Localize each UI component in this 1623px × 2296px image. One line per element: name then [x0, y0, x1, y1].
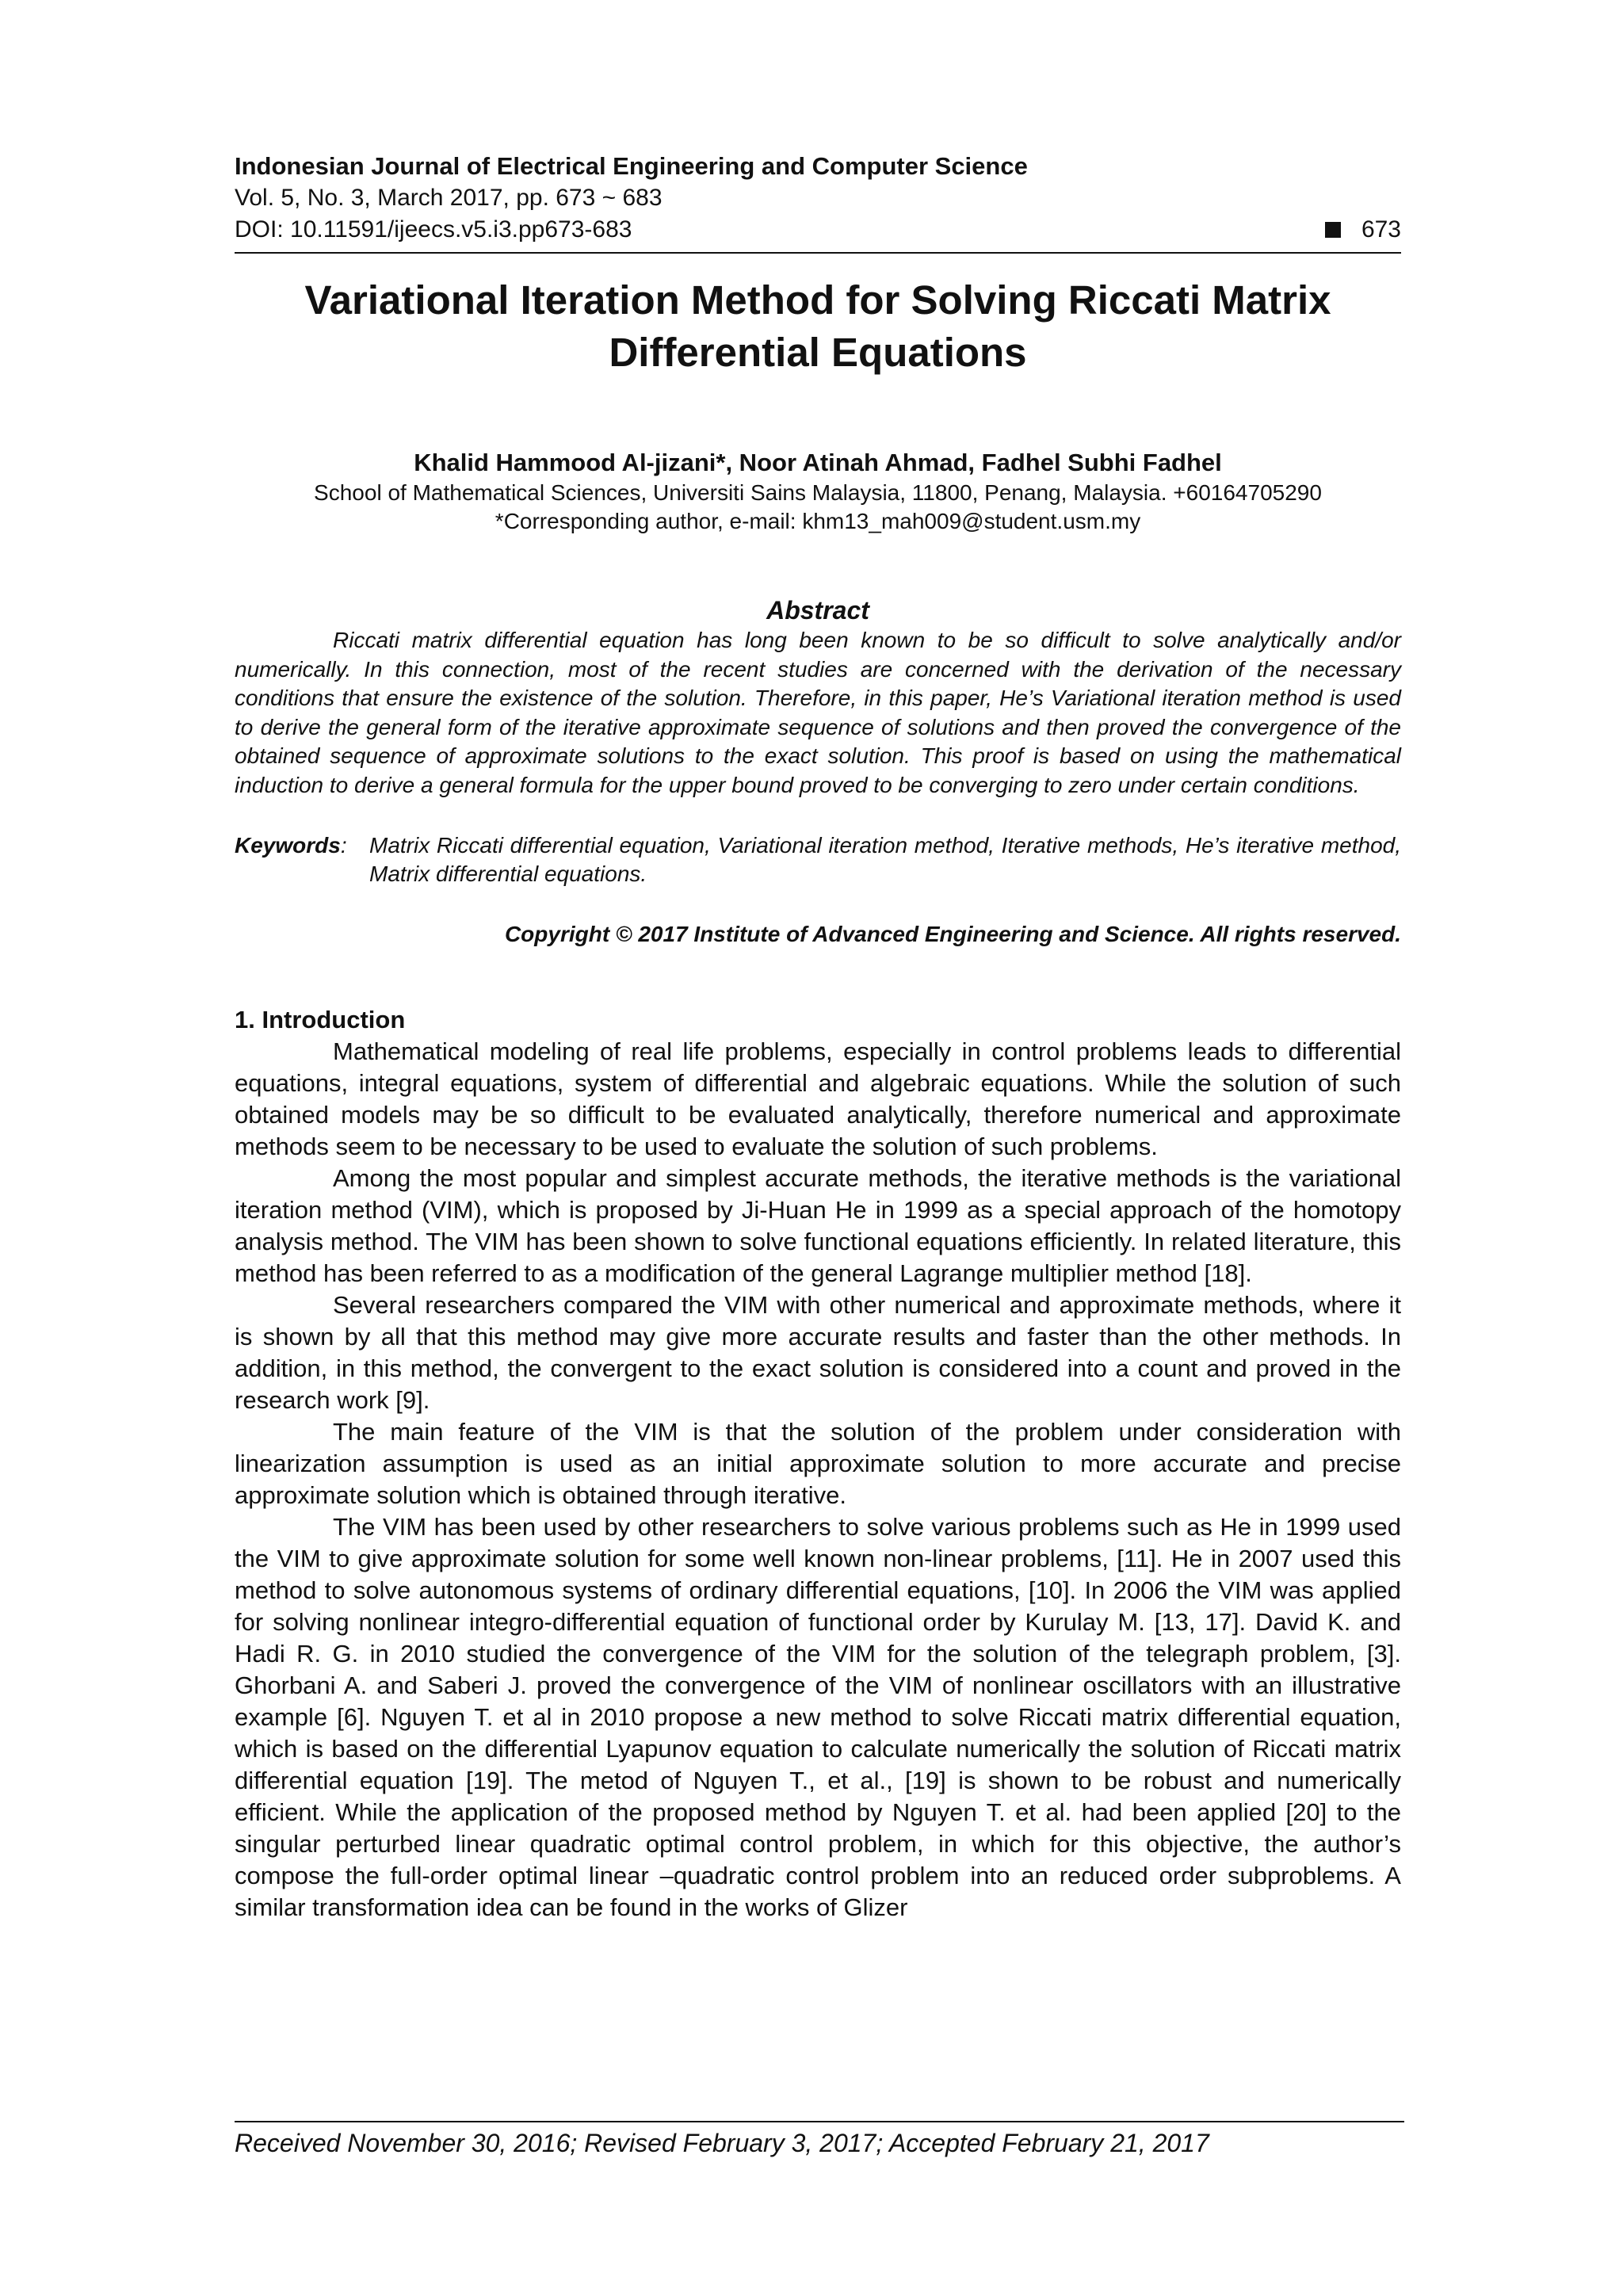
paragraph: Several researchers compared the VIM with other numerical and approximate methods, where it is shown by all that this method may give more accurate results and faster than the other methods. In addition, in this method, the convergent to the exact solution is considered into a count and proved in the research work [9].	[235, 1291, 1401, 1414]
paragraph: Mathematical modeling of real life problems, especially in control problems leads to differential equations, integral equations, system of differential and algebraic equations. While the solution of such obtained models may be so difficult to be evaluated analytically, therefore numerical and approximate methods seem to be necessary to be used to evaluate the solution of such problems.	[235, 1037, 1401, 1160]
abstract-text: Riccati matrix differential equation has long been known to be so difficult to solve analytically and/or numerically. In this connection, most of the recent studies are concerned with the derivation of the necessary conditions that ensure the existence of the solution. Therefore, in this paper, He’s Variational iteration method is used to derive the general form of the iterative approximate sequence of solutions and then proved the convergence of the obtained sequence of approximate solutions to the exact solution. This proof is based on using the mathematical induction to derive a general formula for the upper bound proved to be converging to zero under certain conditions.	[235, 628, 1401, 797]
paper-title: Variational Iteration Method for Solving Riccati Matrix Differential Equations	[304, 277, 1331, 375]
keywords	[235, 831, 1401, 888]
keywords-text: Matrix Riccati differential equation, Variational iteration method, Iterative methods, He’s iterative method, Matrix differential equations.	[369, 833, 1401, 886]
received-dates: Received November 30, 2016; Revised February 3, 2017; Accepted February 21, 2017	[235, 2129, 1209, 2157]
paragraph: The main feature of the VIM is that the solution of the problem under consideration with linearization assumption is used as an initial approximate solution to more accurate and precise approximate solution which is obtained through iterative.	[235, 1418, 1401, 1509]
abstract-heading: Abstract	[766, 596, 869, 625]
footer	[235, 2121, 1404, 2159]
paragraph: The VIM has been used by other researchers to solve various problems such as He in 1999 used the VIM to give approximate solution for some well known non-linear problems, [11]. He in 2007 used this method to solve autonomous systems of ordinary differential equations, [10]. In 2006 the VIM was applied for solving nonlinear integro-differential equation of functional order by Kurulay M. [13, 17]. David K. and Hadi R. G. in 2010 studied the convergence of the VIM for the solution of the telegraph problem, [3]. Ghorbani A. and Saberi J. proved the convergence of the VIM of nonlinear oscillators with an illustrative example [6]. Nguyen T. et al in 2010 propose a new method to solve Riccati matrix differential equation, which is based on the differential Lyapunov equation to calculate numerically the solution of Riccati matrix differential equation [19]. The metod of Nguyen T., et al., [19] is shown to be robust and numerically efficient. While the application of the proposed method by Nguyen T. et al. had been applied [20] to the singular perturbed linear quadratic optimal control problem, in which for this objective, the author’s compose the full-order optimal linear –quadratic control problem into an reduced order subproblems. A similar transformation idea can be found in the works of Glizer	[235, 1513, 1401, 1921]
volume-info: Vol. 5, No. 3, March 2017, pp. 673 ~ 683	[235, 185, 663, 211]
page-number: 673	[1361, 216, 1401, 243]
square-bullet-icon	[1325, 222, 1341, 238]
affiliation: School of Mathematical Sciences, Universiti Sains Malaysia, 11800, Penang, Malaysia. +60164705290	[314, 480, 1322, 505]
doi: DOI: 10.11591/ijeecs.v5.i3.pp673-683	[235, 216, 632, 243]
doi-row	[235, 214, 1401, 246]
keywords-label-block: Keywords:	[235, 833, 347, 858]
copyright: Copyright © 2017 Institute of Advanced Engineering and Science. All rights reserved.	[504, 922, 1401, 946]
paragraph: Among the most popular and simplest accurate methods, the iterative methods is the variational iteration method (VIM), which is proposed by Ji-Huan He in 1999 as a special approach of the homotopy analysis method. The VIM has been shown to solve functional equations efficiently. In related literature, this method has been referred to as a modification of the general Lagrange multiplier method [18].	[235, 1164, 1401, 1287]
page-content	[235, 151, 1401, 1924]
authors: Khalid Hammood Al-jizani*, Noor Atinah Ahmad, Fadhel Subhi Fadhel	[414, 449, 1222, 476]
header-rule	[235, 252, 1401, 254]
page-number-block	[1325, 214, 1401, 246]
keywords-label: Keywords	[235, 833, 341, 858]
section-heading: 1. Introduction	[235, 1006, 406, 1033]
corresponding-author: *Corresponding author, e-mail: khm13_mah009@student.usm.my	[495, 509, 1141, 533]
journal-name: Indonesian Journal of Electrical Engineering and Computer Science	[235, 152, 1028, 180]
